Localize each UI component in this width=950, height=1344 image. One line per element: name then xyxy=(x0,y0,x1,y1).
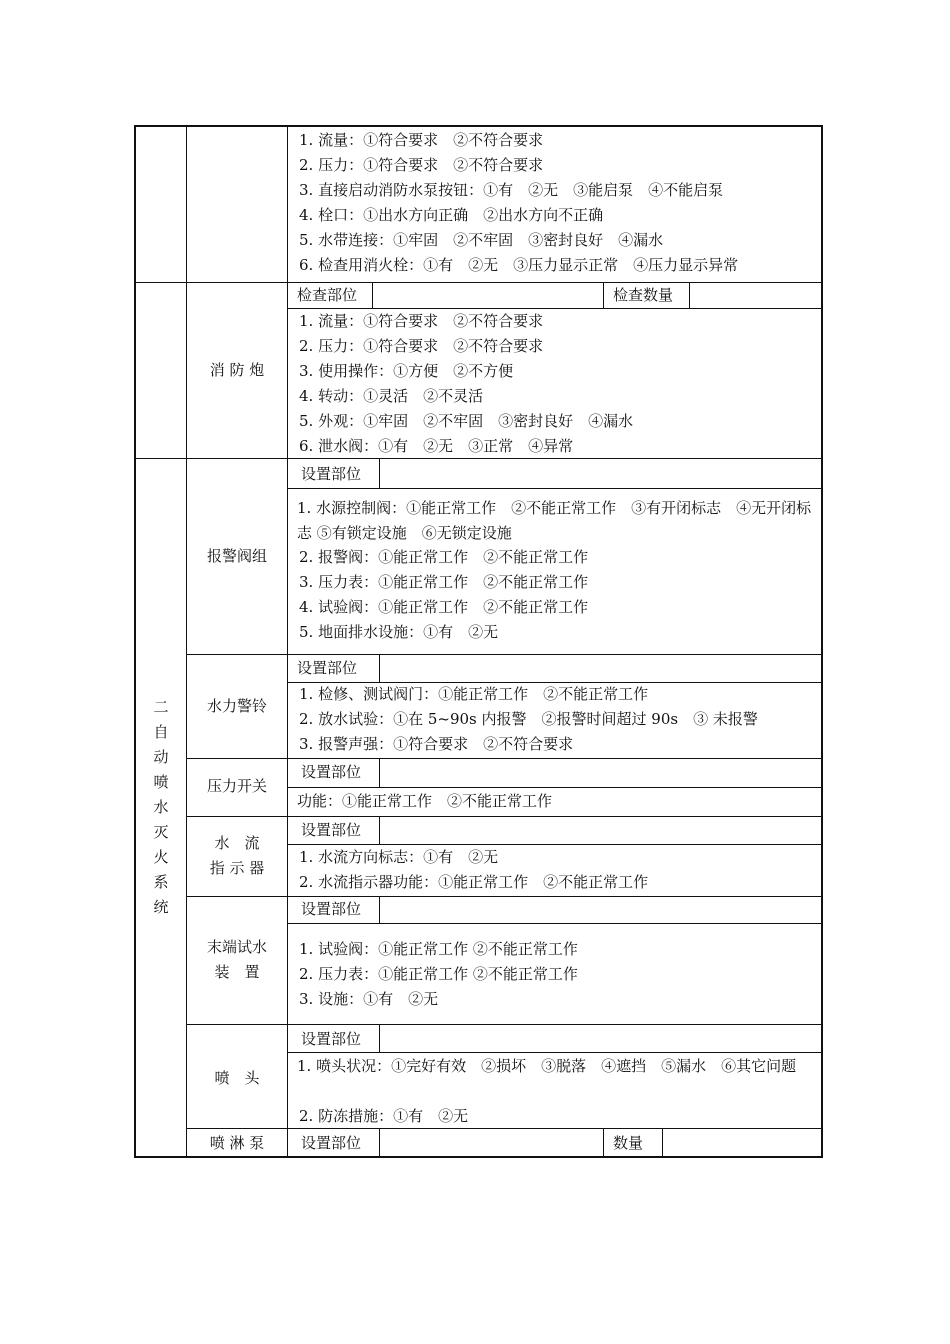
water-gong-name: 水力警铃 xyxy=(206,697,267,715)
checklist-item: 3. 使用操作：①方便 ②不方便 xyxy=(299,362,514,380)
system-name-char: 火 xyxy=(153,848,169,866)
row-divider xyxy=(186,654,822,655)
checklist-item: 2. 压力：①符合要求 ②不符合要求 xyxy=(299,156,544,174)
checklist-item: 5. 地面排水设施：①有 ②无 xyxy=(299,623,499,641)
system-name-char: 系 xyxy=(153,873,169,891)
table-border-bottom xyxy=(135,1156,823,1158)
column-divider-2 xyxy=(287,125,288,1158)
checklist-item: 1. 喷头状况：①完好有效 ②损坏 ③脱落 ④遮挡 ⑤漏水 ⑥其它问题 xyxy=(297,1057,797,1075)
cell-divider xyxy=(379,458,380,488)
system-name-vertical xyxy=(136,695,186,920)
checklist-item: 1. 水流方向标志：①有 ②无 xyxy=(299,848,499,866)
checklist-item: 3. 设施：①有 ②无 xyxy=(299,990,439,1008)
cell-divider xyxy=(372,282,373,309)
checklist-item: 2. 放水试验：①在 5~90s 内报警 ②报警时间超过 90s ③ 未报警 xyxy=(299,710,758,728)
table-border-top xyxy=(135,125,823,127)
checklist-item: 功能：①能正常工作 ②不能正常工作 xyxy=(297,792,553,810)
alarm-valve-name: 报警阀组 xyxy=(206,547,267,565)
quantity-label: 检查数量 xyxy=(613,286,674,304)
location-label: 设置部位 xyxy=(301,1134,362,1152)
checklist-item: 4. 栓口：①出水方向正确 ②出水方向不正确 xyxy=(299,206,604,224)
checklist-item: 3. 压力表：①能正常工作 ②不能正常工作 xyxy=(299,573,589,591)
system-name-char: 喷 xyxy=(153,773,169,791)
location-label: 设置部位 xyxy=(301,821,362,839)
row-divider xyxy=(287,488,822,489)
location-label: 设置部位 xyxy=(301,900,362,918)
cell-divider xyxy=(603,282,604,309)
cell-divider xyxy=(379,758,380,787)
location-label: 设置部位 xyxy=(297,659,358,677)
checklist-item: 2. 防冻措施：①有 ②无 xyxy=(299,1107,469,1125)
checklist-item: 5. 水带连接：①牢固 ②不牢固 ③密封良好 ④漏水 xyxy=(299,231,664,249)
checklist-item: 6. 检查用消火栓：①有 ②无 ③压力显示正常 ④压力显示异常 xyxy=(299,256,739,274)
system-name-char: 灭 xyxy=(153,823,169,841)
checklist-item: 1. 检修、测试阀门：①能正常工作 ②不能正常工作 xyxy=(299,685,649,703)
system-name-char: 统 xyxy=(153,898,169,916)
checklist-item: 4. 转动：①灵活 ②不灵活 xyxy=(299,387,484,405)
row-divider xyxy=(186,758,822,759)
checklist-item: 3. 直接启动消防水泵按钮：①有 ②无 ③能启泵 ④不能启泵 xyxy=(299,181,724,199)
cannon-name: 消 防 炮 xyxy=(209,361,265,379)
checklist-item: 2. 水流指示器功能：①能正常工作 ②不能正常工作 xyxy=(299,873,649,891)
system-name-char: 水 xyxy=(153,798,169,816)
system-name-char: 动 xyxy=(153,748,169,766)
pump-name: 喷 淋 泵 xyxy=(209,1134,265,1152)
test-device-name-line: 末端试水 xyxy=(206,938,267,956)
checklist-item: 1. 水源控制阀：①能正常工作 ②不能正常工作 ③有开闭标志 ④无开闭标志 ⑤有锁定设施 ⑥无锁定设施 xyxy=(297,499,812,542)
quantity-label: 数量 xyxy=(613,1134,644,1152)
checklist-item: 1. 流量：①符合要求 ②不符合要求 xyxy=(299,312,544,330)
table-border-left xyxy=(134,125,136,1158)
system-name-char: 自 xyxy=(153,723,169,741)
checklist-item: 1. 流量：①符合要求 ②不符合要求 xyxy=(299,131,544,149)
location-label: 检查部位 xyxy=(297,286,358,304)
row-divider xyxy=(287,923,822,924)
row-divider xyxy=(186,1128,822,1129)
pressure-switch-name: 压力开关 xyxy=(206,777,267,795)
row-divider xyxy=(135,282,823,283)
checklist-item: 6. 泄水阀：①有 ②无 ③正常 ④异常 xyxy=(299,437,574,455)
row-divider xyxy=(186,896,822,897)
checklist-item: 5. 外观：①牢固 ②不牢固 ③密封良好 ④漏水 xyxy=(299,412,634,430)
row-divider xyxy=(186,1024,822,1025)
cell-divider xyxy=(379,1024,380,1052)
test-device-name xyxy=(187,935,287,985)
table-border-right xyxy=(821,125,823,1158)
checklist-item: 3. 报警声强：①符合要求 ②不符合要求 xyxy=(299,735,574,753)
cell-divider xyxy=(379,654,380,682)
flow-indicator-name-line: 水 流 xyxy=(214,834,260,852)
sprinkler-name: 喷 头 xyxy=(214,1069,260,1087)
row-divider xyxy=(287,787,822,788)
location-label: 设置部位 xyxy=(301,763,362,781)
flow-indicator-name xyxy=(187,831,287,881)
cell-divider xyxy=(603,1128,604,1157)
cell-divider xyxy=(662,1128,663,1157)
cell-divider xyxy=(379,1128,380,1157)
cell-divider xyxy=(379,816,380,844)
checklist-item: 1. 试验阀：①能正常工作 ②不能正常工作 xyxy=(299,940,578,958)
row-divider xyxy=(287,1052,822,1053)
location-label: 设置部位 xyxy=(301,465,362,483)
column-divider-1 xyxy=(186,125,187,1158)
location-label: 设置部位 xyxy=(301,1030,362,1048)
checklist-item: 2. 压力表：①能正常工作 ②不能正常工作 xyxy=(299,965,578,983)
checklist-item: 2. 报警阀：①能正常工作 ②不能正常工作 xyxy=(299,548,589,566)
test-device-name-line: 装 置 xyxy=(214,963,260,981)
checklist-item: 2. 压力：①符合要求 ②不符合要求 xyxy=(299,337,544,355)
checklist-item: 4. 试验阀：①能正常工作 ②不能正常工作 xyxy=(299,598,589,616)
flow-indicator-name-line: 指 示 器 xyxy=(209,859,265,877)
cell-divider xyxy=(379,896,380,923)
cell-divider xyxy=(689,282,690,309)
row-divider xyxy=(186,816,822,817)
system-name-char: 二 xyxy=(153,698,169,716)
